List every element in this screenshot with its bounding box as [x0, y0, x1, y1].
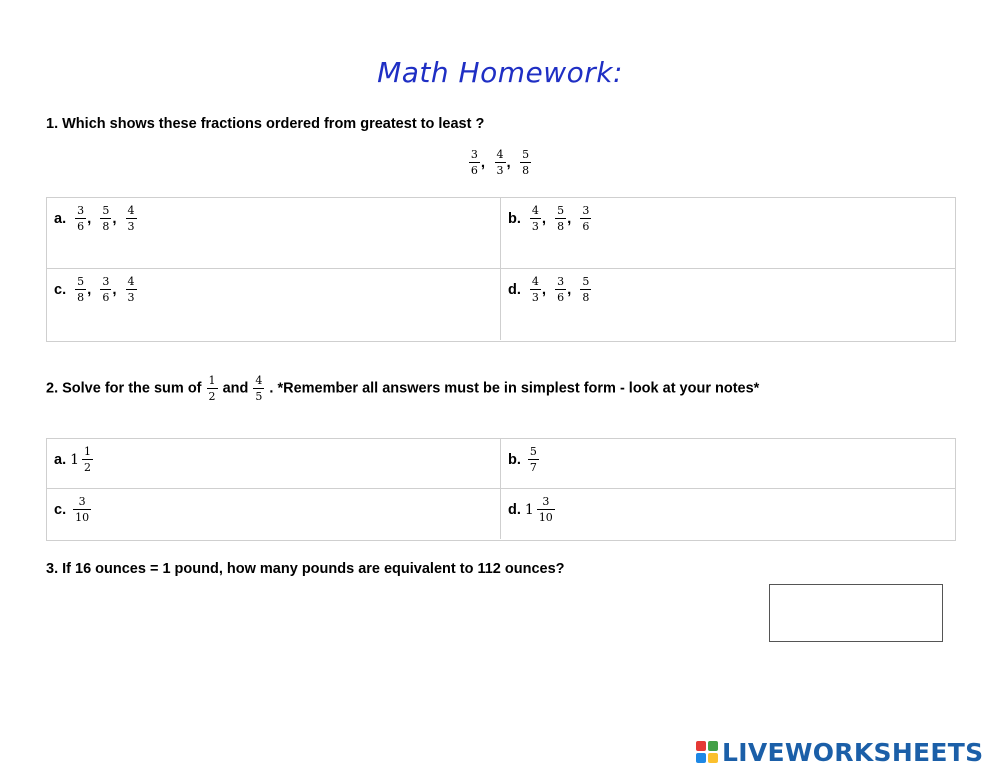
option-b[interactable]: b. $\frac{4}{3}$ , $\frac{5}{8}$ , $\frac{3}{6}$: [501, 198, 955, 269]
liveworksheets-logo: [696, 735, 983, 769]
fraction: $\frac{3}{6}$: [470, 148, 478, 177]
fraction: $\frac{4}{5}$: [255, 374, 263, 403]
question-1-given-fractions: $\frac{3}{6}$ , $\frac{4}{3}$ , $\frac{5}{8}$: [470, 148, 530, 177]
fraction: $\frac{4}{3}$: [496, 148, 504, 177]
fraction: $\frac{5}{8}$: [522, 148, 530, 177]
option-c[interactable]: c. $\frac{3}{10}$: [47, 489, 501, 539]
logo-tiles-icon: [696, 741, 718, 763]
question-1-options: [46, 197, 956, 342]
logo-tile: [696, 741, 706, 751]
question-3-text: 3. If 16 ounces = 1 pound, how many pounds are equivalent to 112 ounces?: [46, 561, 565, 577]
option-b[interactable]: b. $\frac{5}{7}$: [501, 439, 955, 489]
page-title: Math Homework:: [377, 56, 623, 89]
option-a[interactable]: a. 1 $\frac{1}{2}$: [47, 439, 501, 489]
fraction: $\frac{1}{2}$: [208, 374, 216, 403]
logo-tile: [708, 741, 718, 751]
question-2-text: 2. Solve for the sum of $\frac{1}{2}$ and $\frac{4}{5}$ . *Remember all answers must be in simplest form - look at your notes*: [46, 374, 760, 403]
option-d[interactable]: d. $\frac{4}{3}$ , $\frac{3}{6}$ , $\frac{5}{8}$: [508, 275, 590, 304]
option-d[interactable]: d. 1 $\frac{3}{10}$: [508, 495, 553, 524]
question-2-options: [46, 438, 956, 541]
logo-tile: [708, 753, 718, 763]
question-1-text: 1. Which shows these fractions ordered from greatest to least ?: [46, 116, 485, 132]
logo-tile: [696, 753, 706, 763]
option-a[interactable]: a. $\frac{3}{6}$ , $\frac{5}{8}$ , $\frac{4}{3}$: [47, 198, 501, 269]
option-c[interactable]: c. $\frac{5}{8}$ , $\frac{3}{6}$ , $\frac{4}{3}$: [47, 269, 501, 340]
answer-input-box[interactable]: [769, 584, 943, 642]
logo-text: LIVEWORKSHEETS: [722, 737, 984, 767]
